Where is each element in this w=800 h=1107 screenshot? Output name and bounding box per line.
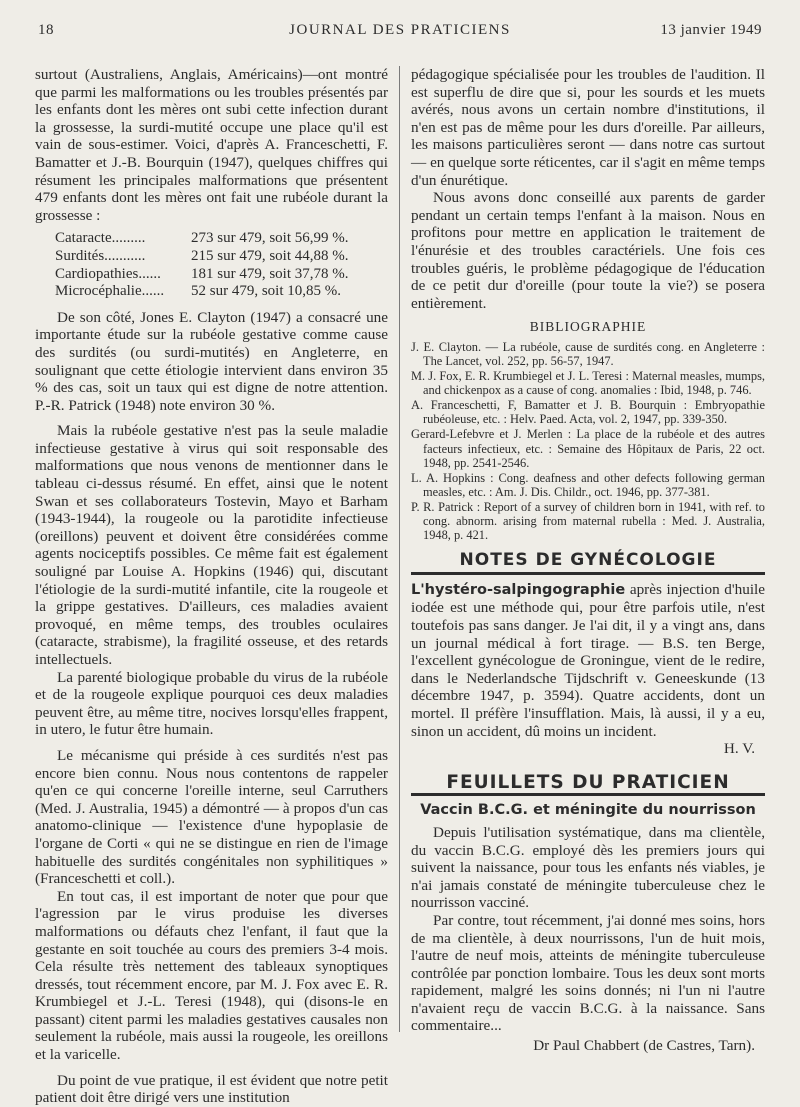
- paragraph: La parenté biologique probable du virus de la rubéole et de la rougeole explique pourquoi ces deux maladies peuvent être, au même titre, nocives lorsqu'elles frappent, in utero, le futur être humain.: [35, 668, 388, 739]
- stat-row: [55, 266, 388, 284]
- paragraph: En tout cas, il est important de noter que pour que l'agression par le virus produise les diverses malformations ou défauts chez l'enfant, il faut que la gestante en soit touchée au cours des premiers 3-4 mois. Cela résulte très nettement des tableaux synoptiques dressés, tout récemment encore, par M. J. Fox avec E. R. Krumbiegel et J.-L. Teresi (1948), qui (disons-le en passant) citent parmi les maladies gestatives causales non seulement la rubéole, mais aussi la rougeole, les oreillons et la varicelle.: [35, 887, 388, 1064]
- stat-value: 215 sur 479, soit 44,88 %.: [191, 247, 349, 264]
- journal-title: JOURNAL DES PRATICIENS: [289, 22, 511, 38]
- paragraph: Nous avons donc conseillé aux parents de garder pendant un certain temps l'enfant à la maison. Nous en profitons pour mettre en application le traitement de l'énurésie et des troubles caractériels. Une fois ces troubles guéris, le problème pédagogique de l'éducation de ce petit dur d'oreille (pour toute la vie?) se posera entièrement.: [411, 189, 765, 312]
- statistics-table: [55, 230, 388, 300]
- paragraph: Par contre, tout récemment, j'ai donné mes soins, hors de ma clientèle, à deux nourrissons, l'un de huit mois, l'autre de neuf mois, atteints de méningite tuberculeuse contrôlée par ponction lombaire. Tous les deux sont morts rapidement, malgré les soins donnés; ni l'un ni l'autre n'avaient reçu de vaccin B.C.G. à la naissance. Sans commentaire...: [411, 911, 765, 1035]
- paragraph: Depuis l'utilisation systématique, dans ma clientèle, du vaccin B.C.G. employé dès les premiers jours qui suivent la naissance, pour tous les enfants nés viables, je n'ai jamais constaté de méningite tuberculeuse chez le nourrisson vacciné.: [411, 823, 765, 912]
- stat-row: [55, 283, 388, 301]
- reference-item: Gerard-Lefebvre et J. Merlen : La place de la rubéole et des autres facteurs infectieux, etc. : Semaine des Hôpitaux de Paris, 22 oct. 1948, pp. 2541-2546.: [411, 427, 765, 470]
- reference-item: P. R. Patrick : Report of a survey of children born in 1941, with ref. to cong. abnorm. arising from maternal rubella : Med. J. Australia, 1948, p. 421.: [411, 499, 765, 543]
- notes-section-title: NOTES DE GYNÉCOLOGIE: [411, 552, 765, 575]
- paragraph: surtout (Australiens, Anglais, Américains)—ont montré que parmi les malformations ou les troubles présentés par les enfants dont les mères ont subi cette infection durant la grossesse, la surdi-mutité occupe une place qu'il est vain de sous-estimer. Voici, d'après A. Franceschetti, F. Bamatter et J.-B. Bourquin (1947), quelques chiffres qui résument les principales malformations que présentent 479 enfants dont les mères ont fait une rubéole durant la grossesse :: [35, 66, 388, 224]
- feuillets-section-title: FEUILLETS DU PRATICIEN: [411, 774, 765, 797]
- notes-subhead: L'hystéro-salpingographie: [411, 581, 626, 598]
- stat-label: Surdités...........: [55, 247, 146, 264]
- issue-date: 13 janvier 1949: [660, 22, 762, 38]
- paragraph: Du point de vue pratique, il est évident que notre petit patient doit être dirigé vers une institution: [35, 1071, 388, 1107]
- stat-value: 181 sur 479, soit 37,78 %.: [191, 265, 349, 282]
- reference-item: A. Franceschetti, F, Bamatter et J. B. Bourquin : Embryopathie rubéoleuse, etc. : Helv. Paed. Acta, vol. 2, 1947, pp. 339-350.: [411, 398, 765, 427]
- stat-row: [55, 248, 388, 266]
- stat-value: 273 sur 479, soit 56,99 %.: [191, 230, 349, 247]
- paragraph: Mais la rubéole gestative n'est pas la seule maladie infectieuse gestative à virus qui soit responsable des malformations que nous venons de mentionner dans le tableau ci-dessus résumé. En effet, ainsi que le notent Swan et ses collaborateurs Tostevin, Mayo et Barham (1943-1944), la rougeole ou la parotidite infectieuse (oreillons) peuvent et doivent être considérées comme agents nociceptifs possibles. Ce même fait est également souligné par Louise A. Hopkins (1946) qui, discutant l'étiologie de la surdi-mutité infantile, cite la rougeole et la grippe gestatives. D'ailleurs, ces maladies avaient provoqué, en même temps, des troubles oculaires (cataracte, strabisme), la fragilité osseuse, et des retards intellectuels.: [35, 422, 388, 668]
- left-column: [35, 66, 388, 1107]
- paragraph: Le mécanisme qui préside à ces surdités n'est pas encore bien connu. Nous nous contentons de rappeler qu'en ce qui concerne l'oreille interne, seul Carruthers (Med. J. Australia, 1945) a démontré — à propos d'un cas anatomo-clinique — l'existence d'une hypoplasie de l'organe de Corti « qui ne se distingue en rien de l'image habituelle des surdités congénitales non syphilitiques » (Franceschetti et coll.).: [35, 746, 388, 888]
- paragraph: pédagogique spécialisée pour les troubles de l'audition. Il est superflu de dire que si, pour les sourds et les muets avérés, nous avons un certain nombre d'institutions, il n'en est pas de même pour les durs d'oreille. Par ailleurs, les maisons particulières seront — dans notre cas surtout — en quelque sorte réticentes, car il s'agit en même temps d'un énurétique.: [411, 66, 765, 189]
- stat-label: Cardiopathies......: [55, 265, 161, 282]
- stat-value: 52 sur 479, soit 10,85 %.: [191, 283, 341, 300]
- reference-item: M. J. Fox, E. R. Krumbiegel et J. L. Teresi : Maternal measles, mumps, and chickenpox as a cause of cong. anomalies : Ibid, 1948, p. 746.: [411, 369, 765, 398]
- running-header: [38, 22, 762, 44]
- notes-signature: H. V.: [723, 740, 755, 758]
- author-signature: Dr Paul Chabbert (de Castres, Tarn).: [533, 1037, 755, 1055]
- page-number: 18: [38, 22, 54, 38]
- stat-label: Microcéphalie......: [55, 283, 165, 300]
- notes-text: après injection d'huile iodée est une méthode qui, pour être parfois utile, n'est toutefois pas sans danger. Je l'ai dit, il y a vingt ans, dans un journal médical à fort tirage. — B.S. ten Berge, l'excellent gynécologue de Groningue, vient de le redire, dans le Nederlandsche Tijdschrift v. Geneeskunde (13 décembre 1947, p. 3594). Quatre accidents, dont un mortel. Il préfère l'insufflation. Mais, là aussi, il y a eu, sinon un accident, dû moins un incident.: [411, 580, 765, 740]
- reference-item: J. E. Clayton. — La rubéole, cause de surdités cong. en Angleterre : The Lancet, vol. 252, pp. 56-57, 1947.: [411, 339, 765, 368]
- column-divider: [399, 66, 400, 1032]
- right-column: [411, 66, 765, 1055]
- paragraph: De son côté, Jones E. Clayton (1947) a consacré une importante étude sur la rubéole gestative comme cause des surdités (ou surdi-mutités) en Angleterre, en soulignant que cette étiologie intervient dans environ 35 % des cas, soit un taux qui est digne de notre attention. P.-R. Patrick (1948) note environ 30 %.: [35, 308, 388, 414]
- bibliography-heading: BIBLIOGRAPHIE: [529, 319, 647, 335]
- stat-label: Cataracte.........: [55, 230, 146, 247]
- notes-paragraph: [411, 581, 765, 740]
- article-title: Vaccin B.C.G. et méningite du nourrisson: [420, 802, 756, 819]
- stat-row: [55, 230, 388, 248]
- reference-item: L. A. Hopkins : Cong. deafness and other defects following german measles, etc. : Am. J. Dis. Childr., oct. 1946, pp. 377-381.: [411, 470, 765, 499]
